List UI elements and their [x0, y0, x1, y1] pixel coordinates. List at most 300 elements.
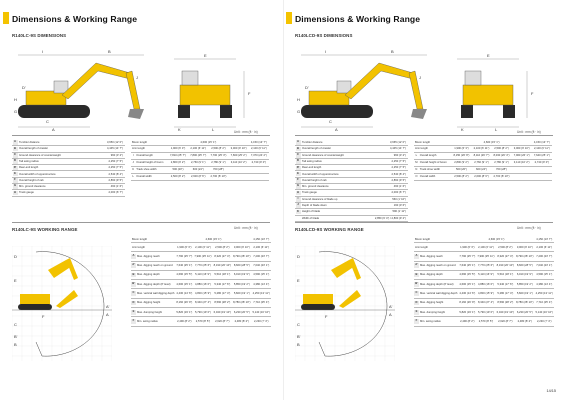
working-arm-row — [414, 243, 554, 252]
row-value: 4,880 (16' 0") — [193, 280, 212, 289]
row-value: 7,900 (25' 11") — [193, 252, 212, 261]
row-value: 5,850 (19' 2") — [515, 280, 534, 289]
arm-value: 3,000 (9' 10") — [512, 146, 532, 153]
spec-arm-row — [131, 146, 269, 153]
working-range-heading: R140LC-9S WORKING RANGE — [12, 227, 78, 232]
row-key-cell — [12, 140, 18, 146]
spec-row — [131, 160, 269, 167]
row-label: Max. vertical wall digging depth — [419, 289, 458, 298]
row-value: 4,880 (16' 0") — [476, 280, 495, 289]
row-value: 4,380 (14' 4") — [535, 280, 554, 289]
row-value: 7,640 (25' 1") — [175, 261, 193, 270]
row-key-cell — [12, 177, 18, 183]
row-label: Max. digging depth — [419, 270, 458, 279]
row-label: Overall length — [419, 153, 452, 160]
row-label: Max. digging reach — [136, 252, 175, 261]
bucket — [411, 109, 427, 119]
track — [301, 304, 335, 310]
row-label: Max. digging reach on ground — [419, 261, 458, 270]
range-letter: D — [297, 254, 300, 259]
row-value: 2,800 (9' 2") — [168, 160, 188, 167]
row-value: 460 (1' 6") — [361, 184, 408, 190]
page-title: Dimensions & Working Range — [12, 14, 138, 24]
row-key: D — [415, 300, 418, 304]
row-value: 8,190 (26' 10") — [496, 261, 515, 270]
row-key-cell — [12, 184, 18, 190]
row-value: 2,490 (8' 2") — [175, 317, 193, 326]
track — [18, 105, 90, 118]
row-label: Width of blade — [301, 215, 361, 221]
header-cell: Boom length — [414, 140, 451, 146]
page-title: Dimensions & Working Range — [295, 14, 421, 24]
unit-note: Unit : mm (ft · in) — [517, 226, 541, 230]
front-upper-structure — [180, 85, 230, 105]
arm-value: 2,100 (6' 11") — [532, 146, 552, 153]
row-label: Overall width of upperstructure — [18, 171, 93, 177]
row-key-cell — [295, 202, 301, 208]
row-label: Overall length of crawler — [18, 146, 93, 152]
row-value: 5,280 (17' 4") — [496, 289, 515, 298]
row-value: 4,445 (14' 7") — [361, 146, 408, 152]
working-row — [131, 289, 271, 298]
spec-table — [414, 140, 552, 181]
row-value: 7,710 (25' 4") — [252, 298, 271, 307]
row-key: F — [297, 178, 299, 182]
arm-value: 2,500 (8' 2") — [496, 243, 515, 252]
arm-value: 1,900 (6' 3") — [451, 146, 471, 153]
row-key-cell — [12, 146, 18, 152]
row-value: 4,250 (13' 11") — [252, 289, 271, 298]
row-value: 5,140 (16' 10") — [252, 308, 271, 317]
unit-note: Unit : mm (ft · in) — [517, 130, 541, 134]
working-range-table — [414, 237, 554, 327]
row-label: Overall width — [419, 174, 452, 181]
row-key: D — [132, 300, 135, 304]
row-value: 2,780 (9' 1") — [208, 160, 228, 167]
row-value: 2,230 (7' 4") — [252, 317, 271, 326]
working-row — [131, 308, 271, 317]
row-key: C — [415, 291, 418, 295]
row-key: H — [14, 190, 16, 194]
header-cell: Boom length — [131, 237, 175, 243]
arm-label: Arm length — [131, 243, 175, 252]
dimension-letter: J — [419, 75, 421, 80]
separator — [12, 135, 270, 136]
row-key: E — [14, 171, 16, 175]
arm-value: 2,100 (6' 11") — [535, 243, 554, 252]
working-range-drawing — [12, 246, 112, 361]
header-cell: 4,150 (13' 7") — [253, 237, 270, 241]
row-key: B' — [132, 282, 135, 286]
row-value: 2,250 (7' 5") — [93, 165, 125, 171]
row-value: 4,445 (14' 7") — [93, 146, 125, 152]
range-letter: A — [389, 312, 392, 317]
range-letter: A — [106, 312, 109, 317]
row-value: 8,160 (26' 9") — [175, 298, 193, 307]
row-value: 600 (24") — [188, 167, 208, 174]
front-upper-structure — [463, 85, 513, 105]
header-cell: 4,600 (15' 1") — [451, 140, 531, 146]
row-value: 700 (28") — [208, 167, 228, 174]
spec-table-body — [131, 140, 269, 181]
arm-value: 2,100 (6' 11") — [476, 243, 495, 252]
row-label: Track gauge — [301, 190, 361, 196]
row-label: Tumbler distance — [18, 140, 93, 146]
row-key: K — [132, 168, 135, 172]
row-key: A — [415, 254, 418, 258]
working-row — [131, 270, 271, 279]
row-value: 5,820 (19' 1") — [232, 289, 251, 298]
row-label: Height of blade — [301, 209, 361, 215]
row-value: 7,200 (23' 7") — [535, 252, 554, 261]
range-letter: A' — [106, 304, 110, 309]
spec-row — [131, 153, 269, 160]
row-value: 5,340 (17' 6") — [496, 280, 515, 289]
bucket — [128, 109, 144, 119]
row-value: 7,640 (25' 1") — [532, 153, 552, 160]
separator — [295, 135, 553, 136]
row-key-cell — [295, 190, 301, 196]
dimension-letter: H — [14, 97, 17, 102]
row-value: 6,230 (20' 5") — [232, 308, 251, 317]
row-value: 7,700 (25' 3") — [208, 153, 228, 160]
row-label: Max. digging height — [136, 298, 175, 307]
spec-table — [131, 140, 269, 181]
header-cell: Boom length — [131, 140, 168, 146]
row-key: N — [415, 168, 418, 172]
range-letter: E — [14, 278, 17, 283]
row-key-cell — [295, 152, 301, 158]
range-letter: B — [14, 342, 17, 347]
row-label: Ground clearance of counterweight — [301, 152, 361, 158]
row-value — [249, 167, 269, 174]
unit-note: Unit : mm (ft · in) — [234, 130, 258, 134]
row-key: D — [14, 159, 16, 163]
row-label: Ground clearance of blade up — [301, 196, 361, 202]
working-range-heading: R140LCD-9S WORKING RANGE — [295, 227, 364, 232]
dimension-row — [295, 215, 408, 221]
spec-arm-row — [414, 146, 552, 153]
row-value: 2,620 (8' 7") — [496, 317, 515, 326]
row-value: 500 (20") — [451, 167, 471, 174]
row-value: 7,370 (24' 2") — [249, 153, 269, 160]
row-value: 5,820 (19' 1") — [515, 289, 534, 298]
row-value — [512, 174, 532, 181]
excavator-dimensions-drawing — [12, 49, 267, 133]
row-value: 8,320 (27' 4") — [213, 252, 232, 261]
row-label: Overall height of cab — [301, 177, 361, 183]
row-label: Max. digging reach on ground — [136, 261, 175, 270]
row-label: Max. vertical wall digging depth — [136, 289, 175, 298]
front-track-right — [220, 105, 232, 118]
row-value: 3,650 (12' 0") — [93, 140, 125, 146]
range-letter: E — [297, 278, 300, 283]
header-cell: Boom length — [414, 237, 458, 243]
arm-value: 3,000 (9' 10") — [232, 243, 251, 252]
row-value: 4,600 (15' 1") — [458, 280, 476, 289]
working-row — [414, 289, 554, 298]
row-value: 7,960 (26' 1") — [512, 153, 532, 160]
row-value: 8,150 (26' 9") — [451, 153, 471, 160]
dimension-letter: I — [325, 49, 327, 54]
working-range-table — [131, 237, 271, 327]
row-key: B — [14, 146, 16, 150]
row-value: 2,740 (9' 0") — [249, 160, 269, 167]
front-track-right — [503, 105, 515, 118]
spec-row — [414, 160, 552, 167]
spec-row — [414, 153, 552, 160]
row-key: A — [132, 254, 135, 258]
row-value: 700 (28") — [491, 167, 511, 174]
row-value: 7,040 (23' 1") — [252, 261, 271, 270]
row-label: Max. dumping height — [136, 308, 175, 317]
row-label: Tail swing radius — [301, 158, 361, 164]
arm-value: 2,100 (6' 11") — [252, 243, 271, 252]
row-value: 2,620 (8' 7") — [213, 317, 232, 326]
row-value: 560 (1' 10") — [361, 196, 408, 202]
row-value: 8,590 (28' 2") — [213, 298, 232, 307]
row-key: E — [132, 309, 135, 313]
row-key: M — [415, 161, 418, 165]
row-value: 7,040 (23' 1") — [535, 261, 554, 270]
range-letter: A' — [389, 304, 393, 309]
front-cab — [465, 71, 481, 85]
working-row — [414, 317, 554, 326]
row-value: 5,340 (17' 6") — [213, 280, 232, 289]
working-row — [414, 298, 554, 307]
row-value: 2,480 (8' 2") — [232, 317, 251, 326]
range-letter: F — [325, 314, 328, 319]
working-row — [414, 261, 554, 270]
row-value: 4,430 (14' 6") — [458, 289, 476, 298]
arm-value: 1,900 (6' 3") — [175, 243, 193, 252]
working-row — [131, 317, 271, 326]
row-value: 7,810 (25' 7") — [168, 153, 188, 160]
row-value: 8,320 (27' 4") — [496, 252, 515, 261]
row-value: 2,540 (8' 4") — [361, 171, 408, 177]
row-key-cell — [295, 196, 301, 202]
row-label: Ground clearance of counterweight — [18, 152, 93, 158]
row-value: 2,780 (9' 1") — [491, 160, 511, 167]
arm-label: Arm length — [414, 243, 458, 252]
row-key: E — [297, 171, 299, 175]
working-row — [414, 308, 554, 317]
working-row — [131, 280, 271, 289]
boom — [345, 63, 413, 99]
row-value: 2,490 (8' 2") — [458, 317, 476, 326]
row-label: Overall height of boom — [419, 160, 452, 167]
row-key: C — [14, 152, 16, 156]
page-number: 14/15 — [546, 389, 556, 393]
arm-value: 2,500 (8' 2") — [208, 146, 228, 153]
arm-value: 2,100 (6' 11") — [249, 146, 269, 153]
row-value: 8,190 (26' 10") — [213, 261, 232, 270]
row-value: 8,110 (26' 7") — [472, 153, 492, 160]
unit-note: Unit : mm (ft · in) — [234, 226, 258, 230]
row-key-cell — [12, 171, 18, 177]
dimension-letter: K — [461, 127, 464, 132]
row-value: 8,340 (27' 4") — [193, 298, 212, 307]
row-key: O — [415, 175, 418, 179]
row-value: 6,040 (19' 10") — [213, 308, 232, 317]
spec-row — [131, 174, 269, 181]
row-value: 2,480 (8' 2") — [515, 317, 534, 326]
range-letter: B' — [297, 334, 301, 339]
row-value: 2,600 (8' 6") — [188, 174, 208, 181]
working-row — [131, 298, 271, 307]
row-value: 4,430 (14' 6") — [175, 289, 193, 298]
row-label: Max. digging depth (8' level) — [136, 280, 175, 289]
row-value: 5,850 (19' 2") — [232, 280, 251, 289]
row-value: 8,790 (28' 10") — [232, 252, 251, 261]
row-key: K — [297, 209, 299, 213]
row-key: H — [297, 190, 299, 194]
row-value: 3,110 (10' 2") — [229, 160, 249, 167]
dimensions-table — [295, 140, 408, 222]
range-letter: B — [297, 342, 300, 347]
dimension-letter: K — [178, 127, 181, 132]
row-value: 5,790 (19' 0") — [476, 308, 495, 317]
arm-value: 2,100 (6' 11") — [193, 243, 212, 252]
spec-row — [414, 174, 552, 181]
dimension-letter: H — [297, 97, 300, 102]
row-key: B' — [415, 282, 418, 286]
arm-value: 2,100 (6' 11") — [472, 146, 492, 153]
row-value: 4,590 (15' 1") — [252, 270, 271, 279]
row-value: 3,665 (12' 0") — [361, 140, 408, 146]
row-key: E — [415, 309, 418, 313]
row-value: 8,340 (27' 4") — [476, 298, 495, 307]
working-arm-row — [131, 243, 271, 252]
row-value: 2,230 (7' 4") — [535, 317, 554, 326]
row-value: 4,690 (15' 5") — [175, 270, 193, 279]
row-key: B — [297, 146, 299, 150]
row-label: Max. dumping height — [419, 308, 458, 317]
row-label: Max. digging depth (8' level) — [419, 280, 458, 289]
dimension-letter: J — [136, 75, 138, 80]
row-key: A — [14, 140, 16, 144]
row-value: 160 (0' 6") — [361, 202, 408, 208]
range-letter: B' — [14, 334, 18, 339]
row-key-cell — [295, 146, 301, 152]
dimensions-table-body — [295, 140, 408, 221]
range-letter: C — [297, 322, 300, 327]
dimension-letter: I — [42, 49, 44, 54]
row-value: 5,140 (16' 10") — [535, 308, 554, 317]
row-key-cell — [295, 177, 301, 183]
title-accent-bar — [3, 12, 9, 24]
row-value — [512, 167, 532, 174]
row-value: 2,740 (9' 0") — [532, 160, 552, 167]
row-label: Max. digging reach — [419, 252, 458, 261]
row-value: 4,590 (15' 1") — [535, 270, 554, 279]
row-key: A' — [132, 263, 135, 267]
row-value: 8,790 (28' 10") — [515, 252, 534, 261]
arm-value: 2,500 (8' 2") — [213, 243, 232, 252]
row-value: 2,700 (8' 10") — [208, 174, 228, 181]
working-range-table-body — [414, 237, 554, 326]
dimension-letter: D' — [305, 85, 309, 90]
working-row — [414, 270, 554, 279]
row-value: 5,280 (17' 4") — [213, 289, 232, 298]
row-value: 460 (1' 6") — [93, 184, 125, 190]
working-range-drawing — [295, 246, 395, 361]
row-label: Overall width — [135, 174, 168, 181]
row-value: 8,660 (28' 5") — [515, 261, 534, 270]
row-label: Track gauge — [18, 190, 93, 196]
row-value: 4,800 (15' 9") — [476, 289, 495, 298]
row-value: 2,850 (9' 4") / 2,800 (9' 2") — [361, 215, 408, 221]
row-key: A' — [415, 263, 418, 267]
row-value: 5,110 (16' 9") — [476, 270, 495, 279]
working-range-table-body — [131, 237, 271, 326]
row-key: J — [297, 203, 299, 207]
row-key: J — [132, 161, 134, 165]
row-value: 4,380 (14' 4") — [252, 280, 271, 289]
row-key: D' — [13, 165, 17, 169]
row-label: Overall height of cab — [18, 177, 93, 183]
row-label: Rear-end length — [301, 165, 361, 171]
row-value: 7,660 (25' 2") — [229, 153, 249, 160]
dimension-letter: A — [52, 127, 55, 132]
row-value: 2,570 (8' 5") — [193, 317, 212, 326]
arm-value: 1,900 (6' 3") — [458, 243, 476, 252]
dimension-letter: C — [46, 119, 49, 124]
row-value — [532, 167, 552, 174]
row-label: Rear-end length — [18, 165, 93, 171]
row-value — [249, 174, 269, 181]
separator — [12, 222, 270, 223]
row-value: 2,800 (9' 2") — [451, 160, 471, 167]
row-value: 8,590 (28' 2") — [496, 298, 515, 307]
row-label: Min. swing radius — [136, 317, 175, 326]
row-value: 2,250 (7' 5") — [93, 158, 125, 164]
header-cell: 4,150 (13' 7") — [536, 237, 553, 241]
arm-value: 3,000 (9' 10") — [515, 243, 534, 252]
row-value: 7,640 (25' 1") — [458, 261, 476, 270]
row-value: 6,040 (19' 10") — [496, 308, 515, 317]
working-row — [131, 252, 271, 261]
dimension-letter: L — [495, 127, 498, 132]
arm-value: 2,100 (6' 11") — [188, 146, 208, 153]
row-value: 6,230 (20' 5") — [515, 308, 534, 317]
row-value: 7,770 (25' 6") — [476, 261, 495, 270]
right-page — [283, 0, 566, 400]
dimension-letter: E — [204, 53, 207, 58]
front-track-left — [178, 105, 190, 118]
dimension-letter: C — [329, 119, 332, 124]
dimension-letter: D' — [22, 85, 26, 90]
track — [18, 304, 52, 310]
row-value: 4,600 (15' 1") — [175, 280, 193, 289]
row-value: 4,250 (13' 11") — [535, 289, 554, 298]
row-value — [229, 167, 249, 174]
title-accent-bar — [286, 12, 292, 24]
dimensions-table — [12, 140, 125, 197]
row-key-cell — [295, 158, 301, 164]
dimensions-heading: R140LC-9S DIMENSIONS — [12, 33, 67, 38]
front-track-left — [461, 105, 473, 118]
track — [301, 105, 373, 118]
range-letter: F — [42, 314, 45, 319]
row-value: 600 (24") — [472, 167, 492, 174]
arm-value: 3,000 (9' 10") — [229, 146, 249, 153]
row-value: 2,860 (9' 5") — [93, 177, 125, 183]
row-value: 4,690 (15' 5") — [458, 270, 476, 279]
row-key-cell — [12, 190, 18, 196]
row-value: 5,510 (18' 1") — [496, 270, 515, 279]
row-value: 960 (3' 2") — [93, 152, 125, 158]
